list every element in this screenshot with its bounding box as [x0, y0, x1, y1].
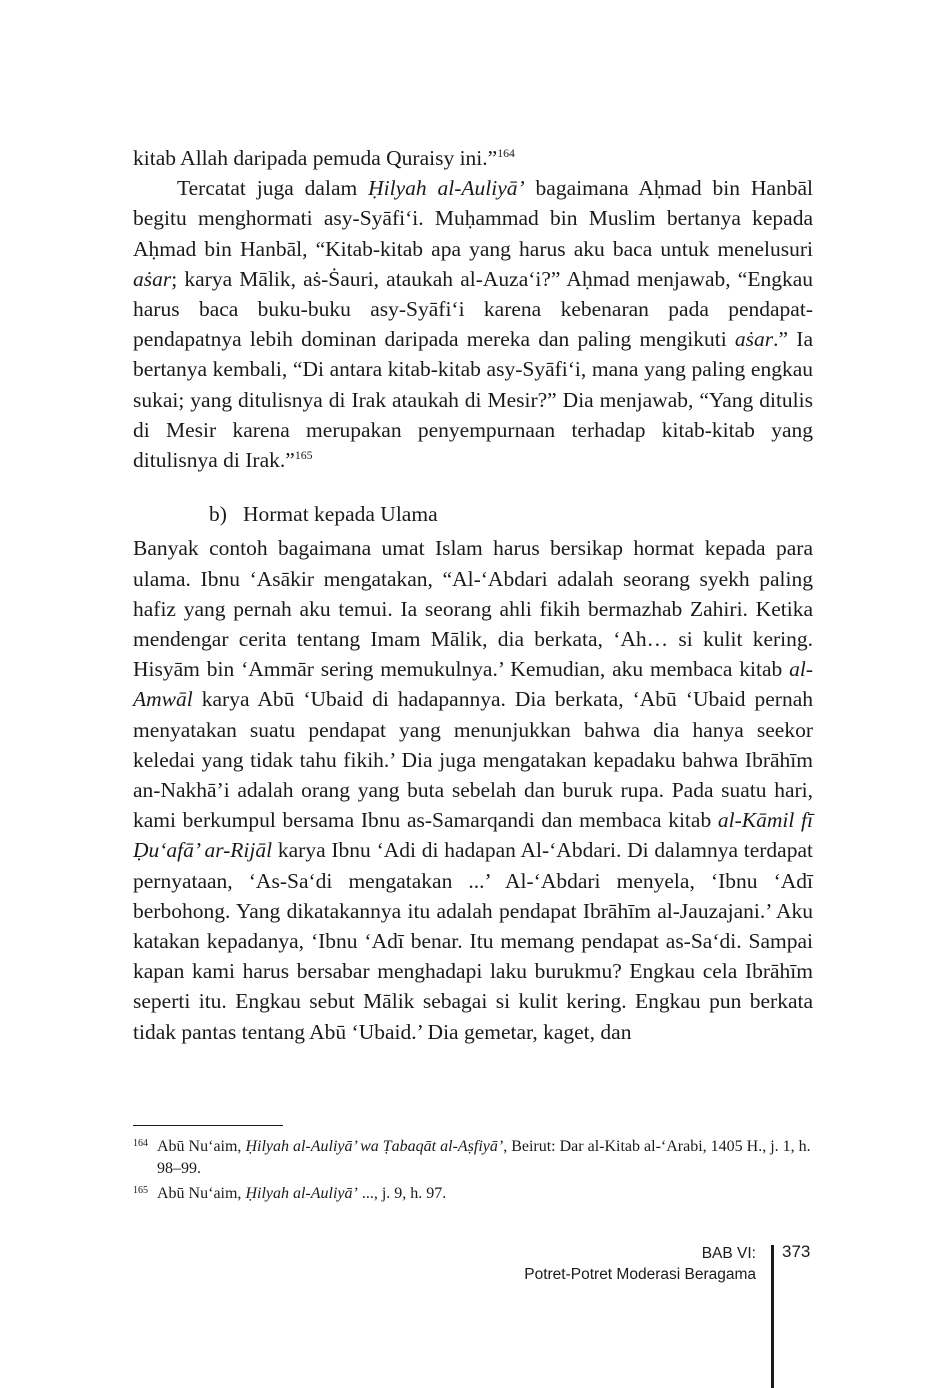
chapter-title: Potret-Potret Moderasi Beragama [524, 1266, 756, 1283]
footnote-ref-164: 164 [497, 145, 515, 160]
paragraph-ulama: Banyak contoh bagaimana umat Islam harus bersikap hormat kepada para ulama. Ibnu ‘Asākir mengatakan, “Al-‘Abdari adalah seorang syekh paling hafiz yang pernah aku temui. Ia seorang ahli fikih bermazhab Zahiri. Ketika mendengar cerita tentang Imam Mālik, dia berkata, ‘Ah… si kulit kering. Hisyām bin ‘Ammār sering memukulnya.’ Kemudian, aku membaca kitab al-Amwāl karya Abū ‘Ubaid di hadapannya. Dia berkata, ‘Abū ‘Ubaid pernah menyatakan suatu pendapat yang menunjukkan bahwa dia hanya seekor keledai yang tidak tahu fikih.’ Dia juga mengatakan kepadaku bahwa Ibrāhīm an-Nakhā’i adalah orang yang buta sebelah dan buruk rupa. Pada suatu hari, kami berkumpul bersama Ibnu as-Samarqandi dan membaca kitab al-Kāmil fī Ḍu‘afā’ ar-Rijāl karya Ibnu ‘Adi di hadapan Al-‘Abdari. Di dalamnya terdapat pernyataan, ‘As-Sa‘di mengatakan ...’ Al-‘Abdari menyela, ‘Ibnu ‘Adī berbohong. Yang dikatakannya itu adalah pendapat Ibrāhīm al-Jauzajani.’ Aku katakan kepadanya, ‘Ibnu ‘Adī benar. Itu memang pendapat as-Sa‘di. Sampai kapan kami harus bersabar menghadapi laku burukmu? Engkau cela Ibrāhīm seperti itu. Engkau sebut Mālik sebagai si kulit kering. Engkau pun berkata tidak pantas tentang Abū ‘Ubaid.’ Dia gemetar, kaget, dan [133, 536, 813, 1044]
footnotes [133, 1133, 813, 1205]
footnote-ref-165: 165 [294, 447, 313, 462]
section-title: Hormat kepada Ulama [243, 502, 438, 527]
footnote-165: 165 Abū Nu‘aim, Ḥilyah al-Auliyā’ ..., j. 9, h. 97. [133, 1185, 447, 1202]
running-footer [524, 1243, 756, 1285]
main-text [133, 143, 813, 1047]
footnote-divider [133, 1125, 283, 1126]
page-number: 373 [782, 1242, 811, 1261]
footer-divider [771, 1245, 774, 1388]
section-heading [133, 499, 813, 529]
paragraph-intro: kitab Allah daripada pemuda Quraisy ini.”$^{164}$ [133, 145, 515, 170]
section-number: b) [209, 502, 227, 527]
paragraph-hilyah: Tercatat juga dalam Ḥilyah al-Auliyā’ bagaimana Aḥmad bin Hanbāl begitu menghormati asy-Syāfi‘i. Muḥammad bin Muslim bertanya kepada Aḥmad bin Hanbāl, “Kitab-kitab apa yang harus aku baca untuk menelusuri aṡar; karya Mālik, aṡ-Ṡauri, ataukah al-Auza‘i?” Aḥmad menjawab, “Engkau harus baca buku-buku asy-Syāfi‘i karena kebenaran pada pendapat-pendapatnya lebih dominan daripada mereka dan paling mengikuti aṡar.” Ia bertanya kembali, “Di antara kitab-kitab asy-Syāfi‘i, mana yang paling engkau sukai; yang ditulisnya di Irak ataukah di Mesir?” Dia menjawab, “Yang ditulis di Mesir karena merupakan penyempurnaan terhadap kitab-kitab yang ditulisnya di Irak.”$^{165}$ [133, 176, 813, 473]
chapter-label: BAB VI: [701, 1245, 756, 1262]
footnote-164: 164 Abū Nu‘aim, Ḥilyah al-Auliyā’ wa Ṭabaqāt al-Aṣfiyā’, Beirut: Dar al-Kitab al-‘Arabi, 1405 H., j. 1, h. 98–99. [133, 1138, 811, 1177]
